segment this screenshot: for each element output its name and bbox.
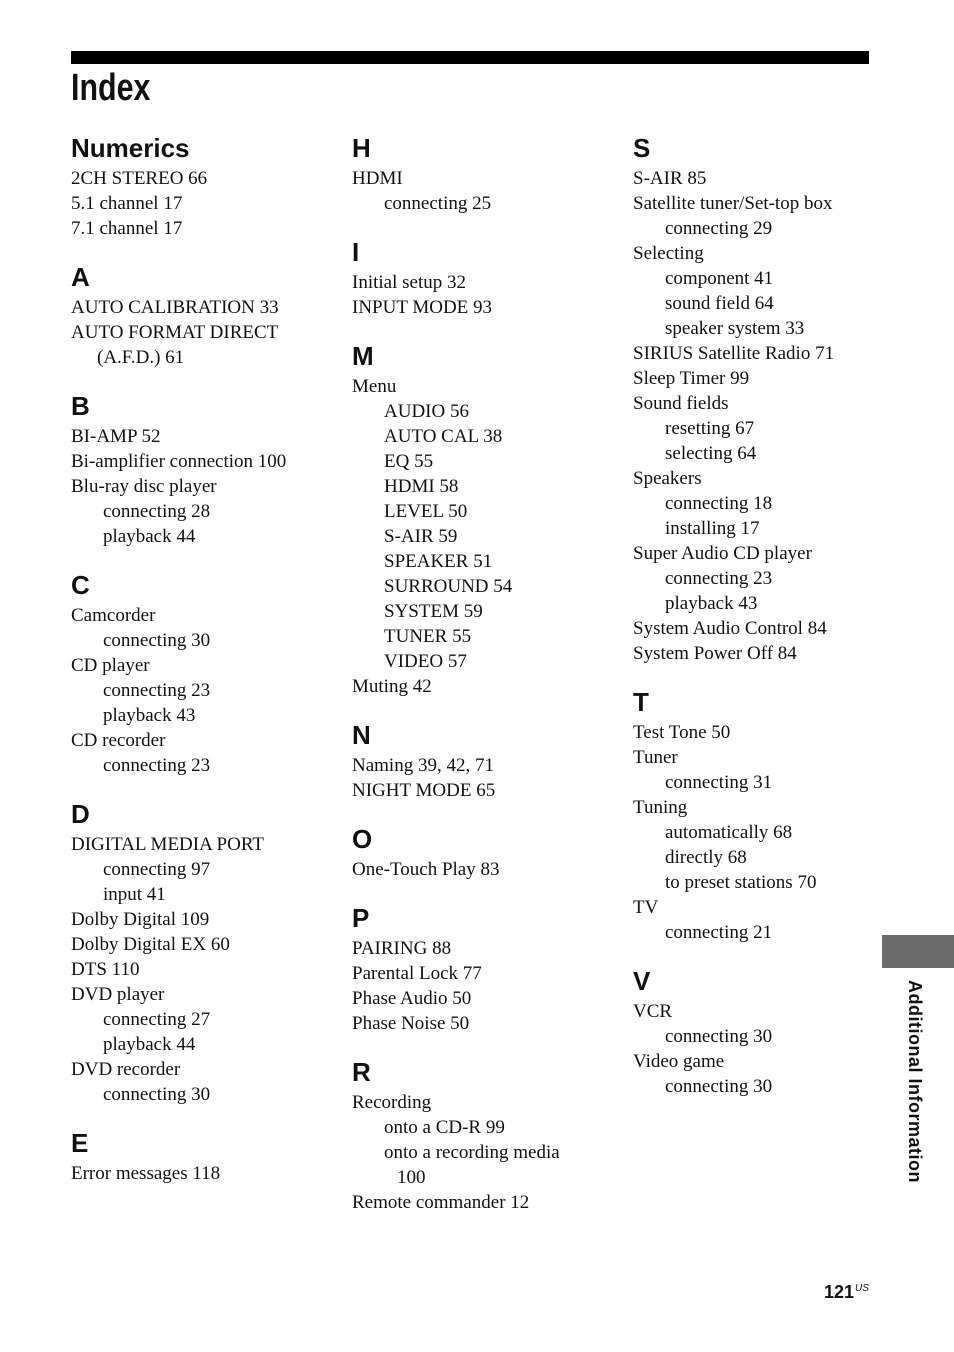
index-subentry: connecting 30 [665,1026,773,1047]
index-subentry: S-AIR 59 [384,526,458,547]
index-entry: Recording [352,1092,432,1113]
index-entry: 5.1 channel 17 [71,193,183,214]
index-entry: Parental Lock 77 [352,963,482,984]
index-subentry: SPEAKER 51 [384,551,493,572]
index-section [633,130,895,666]
index-section [352,717,614,803]
index-section [71,1125,333,1186]
index-section [352,338,614,699]
section-heading: D [71,799,90,829]
page-title: Index [71,67,151,109]
side-tab-marker [882,935,954,968]
top-rule [71,51,869,64]
index-entry: Tuner [633,747,678,768]
index-subentry: directly 68 [665,847,747,868]
index-entry: VCR [633,1001,673,1022]
index-subentry: installing 17 [665,518,760,539]
index-entry: Phase Audio 50 [352,988,472,1009]
index-entry: Initial setup 32 [352,272,466,293]
section-heading: N [352,720,371,750]
index-subentry: onto a recording media [384,1142,560,1163]
index-subentry: connecting 28 [103,501,211,522]
index-subentry: connecting 30 [103,630,211,651]
index-entry: INPUT MODE 93 [352,297,493,318]
index-entry: Muting 42 [352,676,432,697]
index-entry: HDMI [352,168,403,189]
index-entry: SIRIUS Satellite Radio 71 [633,343,835,364]
index-entry: Speakers [633,468,702,489]
index-subentry: connecting 30 [665,1076,773,1097]
index-subentry: automatically 68 [665,822,793,843]
index-entry: Video game [633,1051,725,1072]
index-subentry: playback 43 [103,705,196,726]
index-subentry: playback 43 [665,593,758,614]
index-entry: DVD player [71,984,165,1005]
index-subentry: selecting 64 [665,443,757,464]
page-number-superscript: US [855,1283,869,1294]
index-entry: DTS 110 [71,959,140,980]
index-subentry: AUTO CAL 38 [384,426,503,447]
section-heading: P [352,903,370,933]
index-subentry: connecting 97 [103,859,211,880]
index-entry: S-AIR 85 [633,168,707,189]
index-entry: BI-AMP 52 [71,426,161,447]
index-subentry: to preset stations 70 [665,872,817,893]
index-entry: System Power Off 84 [633,643,797,664]
section-heading: C [71,570,90,600]
index-subentry: HDMI 58 [384,476,459,497]
index-section [352,1054,614,1215]
index-subentry: playback 44 [103,1034,196,1055]
index-subentry: connecting 18 [665,493,773,514]
section-heading: R [352,1057,371,1087]
index-entry: Menu [352,376,397,397]
index-entry: Remote commander 12 [352,1192,530,1213]
section-heading: A [71,262,90,292]
index-column-1 [71,130,333,1204]
index-entry: Error messages 118 [71,1163,221,1184]
index-entry: CD recorder [71,730,166,751]
index-entry: System Audio Control 84 [633,618,827,639]
index-entry: Super Audio CD player [633,543,812,564]
index-entry: Camcorder [71,605,156,626]
index-entry: Phase Noise 50 [352,1013,470,1034]
index-subentry: playback 44 [103,526,196,547]
index-subentry: connecting 30 [103,1084,211,1105]
index-column-3 [633,130,895,1117]
page-number [824,1282,869,1303]
index-subentry: input 41 [103,884,166,905]
index-section [71,796,333,1107]
index-entry: Selecting [633,243,704,264]
section-heading: T [633,687,649,717]
index-section [352,130,614,216]
index-entry: Dolby Digital EX 60 [71,934,230,955]
section-heading: E [71,1128,89,1158]
index-section [71,388,333,549]
index-subentry: connecting 21 [665,922,773,943]
index-entry: CD player [71,655,150,676]
index-section [352,821,614,882]
section-heading: O [352,824,373,854]
index-subentry: VIDEO 57 [384,651,467,672]
index-subentry: connecting 23 [103,680,211,701]
index-entry-continuation: (A.F.D.) 61 [97,347,185,368]
index-column-2 [352,130,614,1233]
index-subentry: connecting 31 [665,772,773,793]
index-subentry: sound field 64 [665,293,774,314]
index-section [352,234,614,320]
index-section [633,684,895,945]
index-entry: AUTO FORMAT DIRECT [71,322,279,343]
index-subentry: component 41 [665,268,774,289]
section-heading: I [352,237,360,267]
index-entry: PAIRING 88 [352,938,452,959]
section-heading: H [352,133,371,163]
index-subentry: TUNER 55 [384,626,472,647]
index-subentry: onto a CD-R 99 [384,1117,505,1138]
index-subentry: connecting 23 [665,568,773,589]
index-entry: Bi-amplifier connection 100 [71,451,287,472]
index-section [71,259,333,370]
index-section [71,567,333,778]
index-entry: NIGHT MODE 65 [352,780,496,801]
index-subentry: speaker system 33 [665,318,805,339]
index-subentry: resetting 67 [665,418,755,439]
index-entry: Test Tone 50 [633,722,731,743]
index-subentry: connecting 29 [665,218,773,239]
index-entry: Tuning [633,797,688,818]
index-subentry: EQ 55 [384,451,434,472]
index-entry: Naming 39, 42, 71 [352,755,494,776]
index-entry: One-Touch Play 83 [352,859,500,880]
index-entry: Dolby Digital 109 [71,909,210,930]
index-subentry: AUDIO 56 [384,401,469,422]
index-section [71,130,333,241]
index-entry-continuation: 100 [397,1167,426,1188]
index-subentry: SURROUND 54 [384,576,513,597]
index-entry: Sleep Timer 99 [633,368,750,389]
page-number-value: 121 [824,1282,855,1302]
index-subentry: connecting 27 [103,1009,211,1030]
section-heading: M [352,341,374,371]
index-entry: DVD recorder [71,1059,181,1080]
section-heading: Numerics [71,133,190,163]
index-entry: TV [633,897,659,918]
index-entry: DIGITAL MEDIA PORT [71,834,264,855]
index-entry: AUTO CALIBRATION 33 [71,297,279,318]
index-entry: 7.1 channel 17 [71,218,183,239]
section-heading: S [633,133,651,163]
index-entry: Blu-ray disc player [71,476,217,497]
section-heading: V [633,966,651,996]
side-section-label: Additional Information [905,980,925,1183]
index-entry: 2CH STEREO 66 [71,168,208,189]
index-subentry: LEVEL 50 [384,501,468,522]
index-entry: Satellite tuner/Set-top box [633,193,833,214]
index-entry: Sound fields [633,393,729,414]
section-heading: B [71,391,90,421]
index-section [352,900,614,1036]
index-subentry: SYSTEM 59 [384,601,483,622]
index-subentry: connecting 25 [384,193,492,214]
index-subentry: connecting 23 [103,755,211,776]
index-section [633,963,895,1099]
